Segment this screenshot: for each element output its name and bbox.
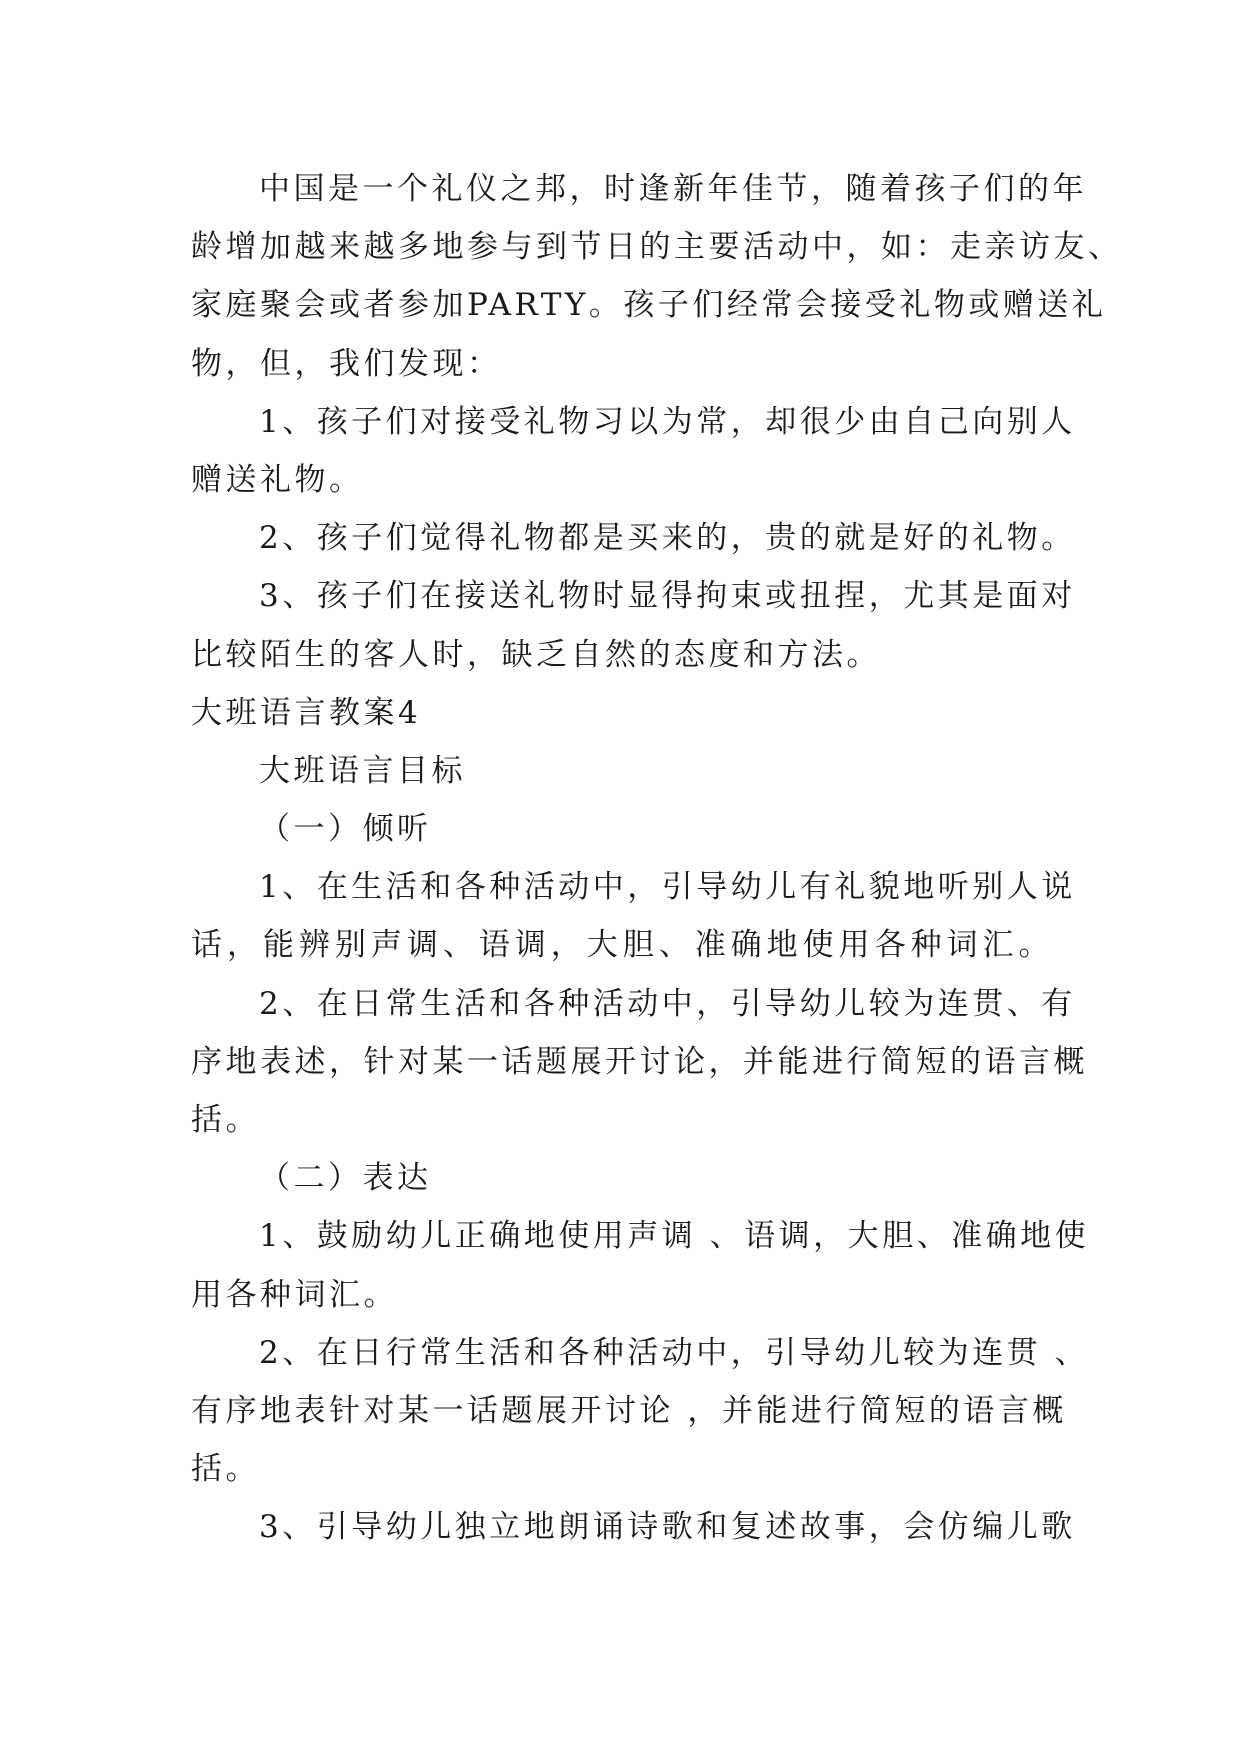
text-line: 龄增加越来越多地参与到节日的主要活动中，如：走亲访友、 — [191, 229, 1123, 266]
text-line: 3、孩子们在接送礼物时显得拘束或扭捏，尤其是面对 — [259, 578, 1076, 615]
text-line: 物，但，我们发现： — [191, 345, 502, 382]
text-line: 括。 — [191, 1451, 260, 1488]
subsection-heading: 大班语言目标 — [259, 752, 466, 789]
text-line: 话，能辨别声调、语调，大胆、准确地使用各种词汇。 — [191, 927, 1053, 964]
document-page — [191, 160, 1123, 1557]
text-line: 用各种词汇。 — [191, 1276, 398, 1313]
text-line: 2、在日行常生活和各种活动中，引导幼儿较为连贯 、 — [259, 1334, 1090, 1371]
text-line: 1、在生活和各种活动中，引导幼儿有礼貌地听别人说 — [259, 869, 1076, 906]
text-line: 家庭聚会或者参加PARTY。孩子们经常会接受礼物或赠送礼 — [191, 287, 1107, 324]
subsection-heading: （一）倾听 — [259, 811, 432, 848]
text-line: 比较陌生的客人时，缺乏自然的态度和方法。 — [191, 636, 881, 673]
text-line: 中国是一个礼仪之邦，时逢新年佳节，随着孩子们的年 — [259, 171, 1087, 207]
text-line: 2、在日常生活和各种活动中，引导幼儿较为连贯、有 — [259, 985, 1076, 1022]
text-line: 括。 — [191, 1102, 260, 1138]
text-line: 序地表述，针对某一话题展开讨论，并能进行简短的语言概 — [191, 1043, 1088, 1080]
subsection-heading: （二）表达 — [259, 1160, 432, 1197]
text-line: 有序地表针对某一话题展开讨论 ，并能进行简短的语言概 — [191, 1392, 1067, 1429]
text-line: 1、鼓励幼儿正确地使用声调 、语调，大胆、准确地使 — [259, 1218, 1090, 1255]
text-line: 赠送礼物。 — [191, 461, 364, 498]
section-heading: 大班语言教案4 — [191, 694, 422, 731]
text-line: 2、孩子们觉得礼物都是买来的，贵的就是好的礼物。 — [259, 520, 1076, 557]
text-line: 1、孩子们对接受礼物习以为常，却很少由自己向别人 — [259, 403, 1076, 440]
text-line: 3、引导幼儿独立地朗诵诗歌和复述故事，会仿编儿歌 — [259, 1509, 1076, 1546]
